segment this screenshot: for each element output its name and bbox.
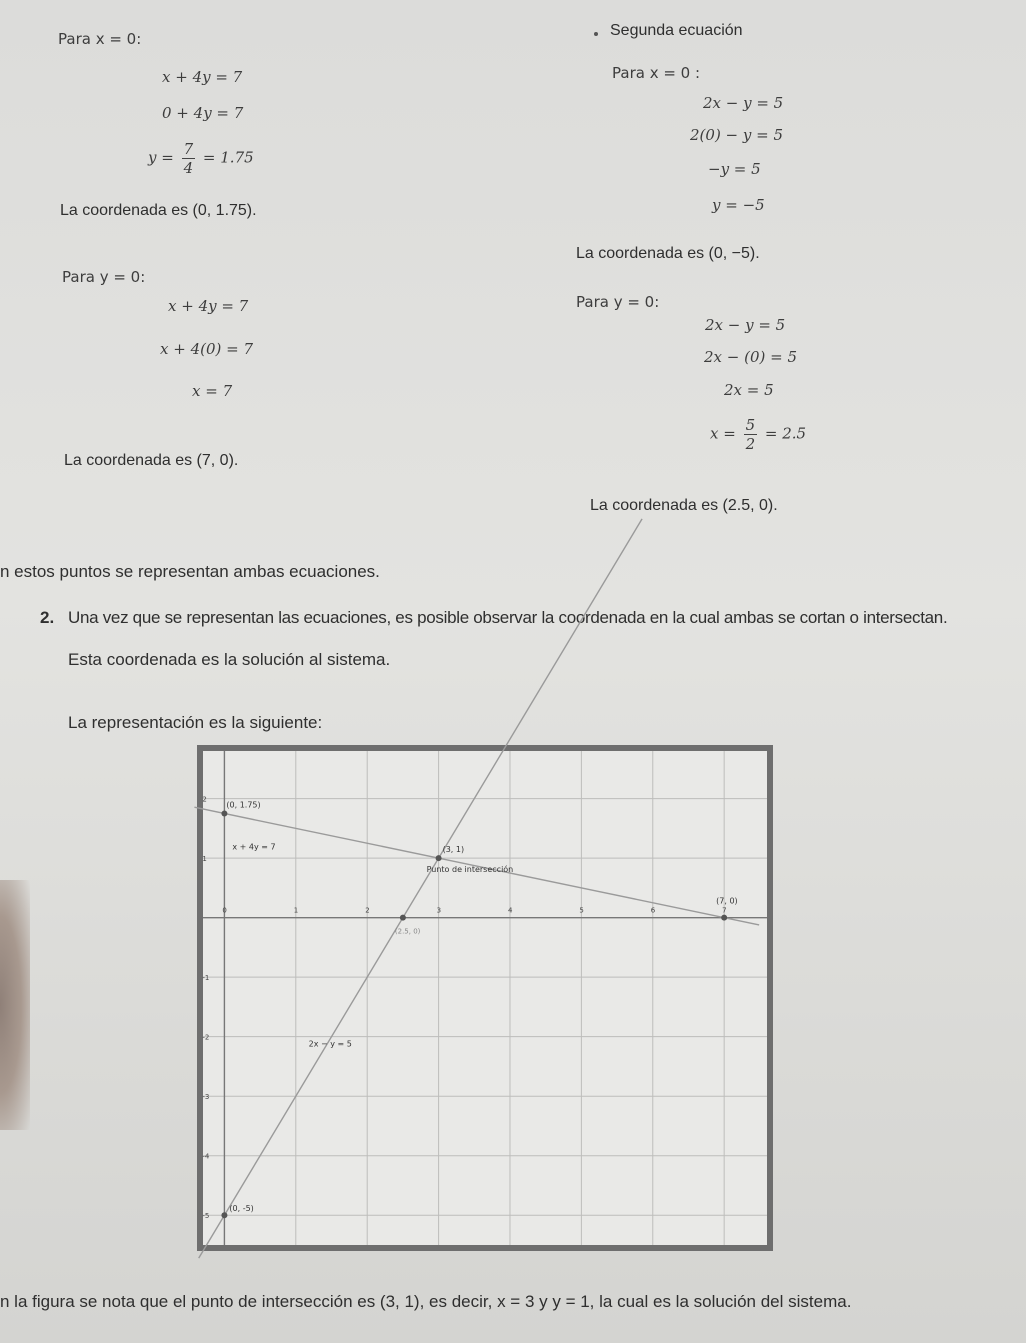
first-eq4: x + 4y = 7 bbox=[168, 297, 249, 315]
first-para-y0: Para y = 0: bbox=[62, 268, 146, 286]
y-tick-label: 1 bbox=[202, 855, 207, 864]
y-tick-label: -1 bbox=[202, 974, 210, 983]
label-p5: (0, -5) bbox=[229, 1204, 254, 1214]
first-coord2: La coordenada es (7, 0). bbox=[64, 452, 239, 469]
chart-frame bbox=[200, 748, 770, 1248]
paragraph-1: n estos puntos se representan ambas ecuaciones. bbox=[0, 562, 380, 581]
second-coord2: La coordenada es (2.5, 0). bbox=[590, 497, 778, 514]
first-eq5: x + 4(0) = 7 bbox=[160, 340, 254, 358]
second-eq8-num: 5 bbox=[745, 416, 756, 434]
second-eq8-den: 2 bbox=[745, 435, 756, 453]
paragraph-4: n la figura se nota que el punto de intersección es (3, 1), es decir, x = 3 y y = 1, la cual es la solución del sistema. bbox=[0, 1292, 852, 1311]
second-eq1: 2x − y = 5 bbox=[703, 94, 784, 112]
data-point bbox=[221, 1212, 227, 1218]
label-p3: (7, 0) bbox=[716, 896, 738, 906]
y-tick-label: -5 bbox=[202, 1212, 210, 1221]
second-eq4: y = −5 bbox=[712, 196, 765, 214]
x-tick-label: 6 bbox=[650, 906, 656, 915]
second-eq6: 2x − (0) = 5 bbox=[704, 348, 798, 366]
first-eq6: x = 7 bbox=[192, 382, 233, 400]
first-coord1: La coordenada es (0, 1.75). bbox=[60, 202, 257, 219]
second-heading: Segunda ecuación bbox=[610, 22, 743, 39]
second-eq7: 2x = 5 bbox=[724, 381, 774, 399]
y-tick-label: -3 bbox=[202, 1093, 210, 1102]
first-eq1: x + 4y = 7 bbox=[162, 68, 243, 86]
first-para-x0: Para x = 0: bbox=[58, 30, 142, 48]
data-point bbox=[436, 855, 442, 861]
x-tick-label: 1 bbox=[293, 906, 299, 915]
data-point bbox=[400, 915, 406, 921]
label-eq2: 2x − y = 5 bbox=[308, 1039, 352, 1049]
first-eq3-den: 4 bbox=[183, 159, 194, 177]
label-p2: (3, 1) bbox=[442, 845, 465, 855]
x-tick-label: 2 bbox=[365, 906, 370, 915]
second-eq8-lhs: x = bbox=[710, 424, 736, 443]
y-tick-label: -2 bbox=[202, 1033, 210, 1042]
second-para-x0: Para x = 0 : bbox=[612, 64, 701, 82]
first-eq3-lhs: y = bbox=[148, 148, 174, 167]
x-tick-label: 4 bbox=[507, 906, 513, 915]
data-point bbox=[721, 915, 727, 921]
y-tick-label: 2 bbox=[202, 795, 207, 804]
second-eq5: 2x − y = 5 bbox=[705, 316, 786, 334]
first-eq3-rhs: = 1.75 bbox=[202, 148, 254, 167]
label-p1: (0, 1.75) bbox=[226, 800, 261, 810]
y-tick-label: -4 bbox=[202, 1152, 210, 1161]
paragraph-2-number: 2. bbox=[40, 608, 55, 627]
paragraph-3: La representación es la siguiente: bbox=[68, 713, 323, 732]
label-p4: (2.5, 0) bbox=[394, 927, 421, 936]
x-tick-label: 3 bbox=[436, 906, 442, 915]
x-tick-label: 0 bbox=[222, 906, 227, 915]
x-tick-label: 7 bbox=[722, 906, 727, 915]
second-eq2: 2(0) − y = 5 bbox=[690, 126, 784, 144]
second-eq8-rhs: = 2.5 bbox=[764, 424, 807, 443]
data-point bbox=[221, 810, 227, 816]
x-tick-label: 5 bbox=[579, 906, 584, 915]
second-coord1: La coordenada es (0, −5). bbox=[576, 245, 760, 262]
label-eq1: x + 4y = 7 bbox=[232, 842, 276, 852]
first-eq3-num: 7 bbox=[183, 140, 194, 158]
second-eq3: −y = 5 bbox=[708, 160, 761, 178]
second-para-y0: Para y = 0: bbox=[576, 293, 660, 311]
first-eq2: 0 + 4y = 7 bbox=[162, 104, 244, 122]
label-intersection: Punto de intersección bbox=[426, 865, 514, 875]
paragraph-2-line-1: Una vez que se representan las ecuaciones, es posible observar la coordenada en la cual ambas se cortan o intersectan. bbox=[68, 608, 948, 627]
paragraph-2-line-2: Esta coordenada es la solución al sistema. bbox=[68, 650, 391, 669]
